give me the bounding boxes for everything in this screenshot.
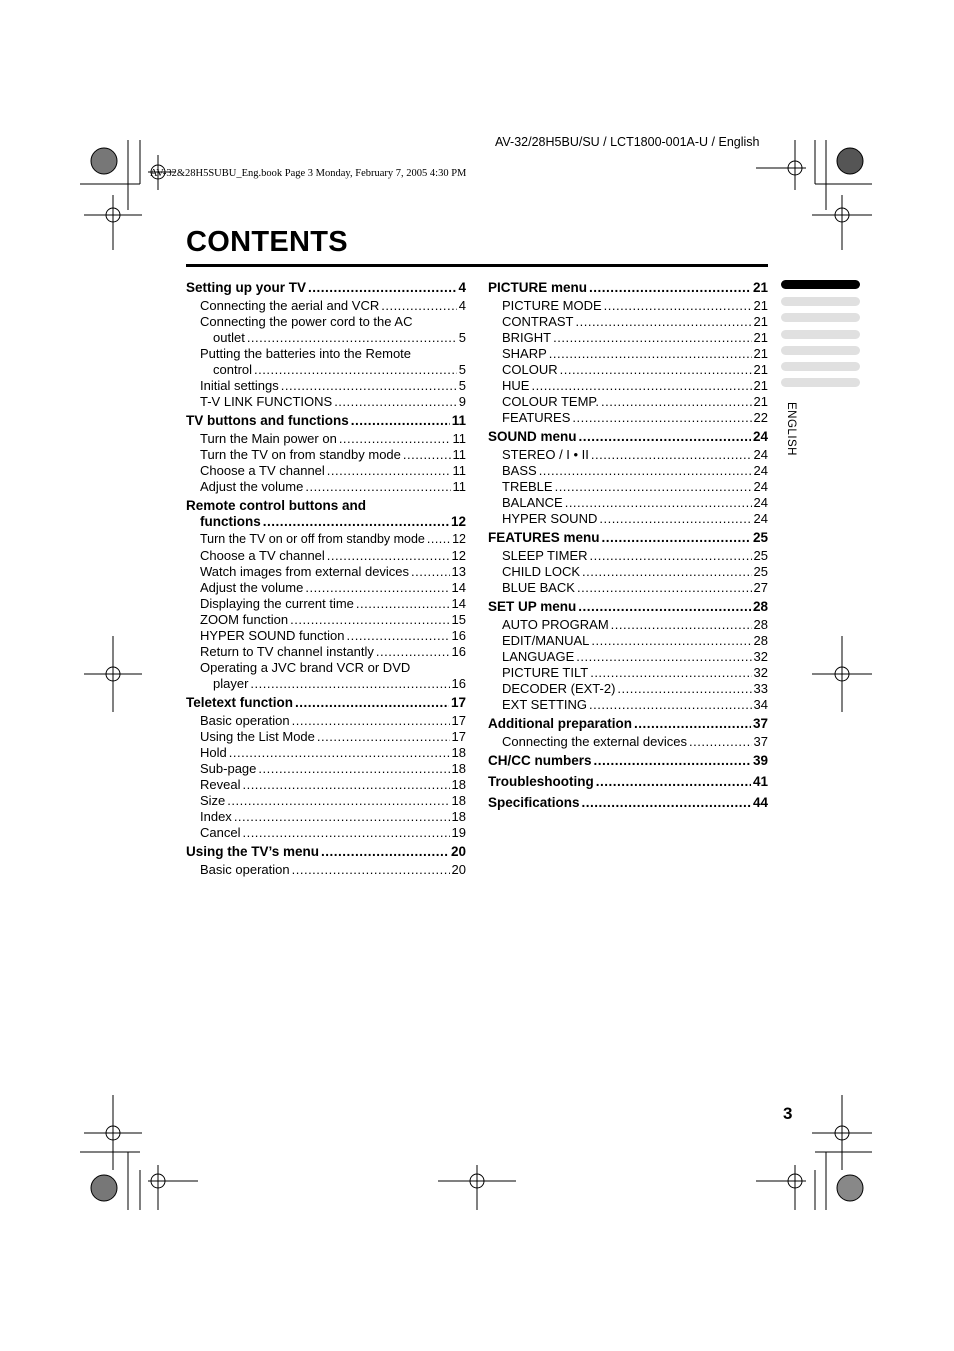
toc-left-column <box>186 278 466 881</box>
toc-section-sound <box>488 429 768 527</box>
toc-section-chcc <box>488 753 768 771</box>
toc-entry[interactable]: EXT SETTING ..... 34 <box>488 697 768 713</box>
toc-entry[interactable]: Watch images from external devices ..... 13 <box>186 564 466 580</box>
toc-heading[interactable]: SET UP menu ..... 28 <box>488 599 768 617</box>
toc-entry[interactable]: Displaying the current time ..... 14 <box>186 596 466 612</box>
toc-section-teletext <box>186 695 466 841</box>
toc-entry[interactable]: PICTURE MODE ..... 21 <box>488 298 768 314</box>
toc-entry-line1[interactable]: Operating a JVC brand VCR or DVD <box>200 660 411 675</box>
toc-heading[interactable]: Troubleshooting ..... 41 <box>488 774 768 792</box>
toc-entry[interactable]: Basic operation ..... 20 <box>186 862 466 878</box>
toc-section-additional <box>488 716 768 750</box>
document-code: AV-32/28H5BU/SU / LCT1800-001A-U / English <box>495 135 760 149</box>
toc-entry-line1[interactable]: Connecting the power cord to the AC <box>200 314 413 329</box>
toc-section-picture <box>488 280 768 426</box>
toc-entry[interactable]: AUTO PROGRAM ..... 28 <box>488 617 768 633</box>
toc-entry[interactable]: Return to TV channel instantly ..... 16 <box>186 644 466 660</box>
toc-entry[interactable]: Choose a TV channel ..... 11 <box>186 463 466 479</box>
toc-entry[interactable]: Adjust the volume ..... 11 <box>186 479 466 495</box>
section-tab <box>781 313 860 322</box>
toc-entry[interactable]: COLOUR TEMP. ..... 21 <box>488 394 768 410</box>
toc-entry[interactable]: Cancel ..... 19 <box>186 825 466 841</box>
toc-heading[interactable]: TV buttons and functions ..... 11 <box>186 413 466 431</box>
toc-section-troubleshooting <box>488 774 768 792</box>
toc-section-menu <box>186 844 466 878</box>
toc-entry[interactable]: HUE ..... 21 <box>488 378 768 394</box>
section-tab <box>781 362 860 371</box>
toc-entry[interactable]: CHILD LOCK ..... 25 <box>488 564 768 580</box>
toc-entry[interactable]: BALANCE ..... 24 <box>488 495 768 511</box>
toc-entry[interactable]: EDIT/MANUAL ..... 28 <box>488 633 768 649</box>
section-tab <box>781 330 860 339</box>
toc-entry[interactable]: PICTURE TILT ..... 32 <box>488 665 768 681</box>
toc-heading[interactable]: Teletext function ..... 17 <box>186 695 466 713</box>
toc-entry[interactable]: Using the List Mode ..... 17 <box>186 729 466 745</box>
section-tab <box>781 378 860 387</box>
page-number: 3 <box>783 1104 793 1123</box>
toc-entry[interactable]: COLOUR ..... 21 <box>488 362 768 378</box>
section-tab <box>781 346 860 355</box>
toc-entry[interactable]: TREBLE ..... 24 <box>488 479 768 495</box>
toc-entry[interactable]: Adjust the volume ..... 14 <box>186 580 466 596</box>
toc-entry[interactable]: Connecting the external devices ..... 37 <box>488 734 768 750</box>
toc-heading[interactable]: CH/CC numbers ..... 39 <box>488 753 768 771</box>
toc-heading[interactable]: Specifications ..... 44 <box>488 795 768 813</box>
section-tab <box>781 297 860 306</box>
toc-entry[interactable]: Turn the TV on from standby mode ..... 11 <box>186 447 466 463</box>
page-title: CONTENTS <box>186 226 348 258</box>
toc-entry[interactable]: CONTRAST ..... 21 <box>488 314 768 330</box>
toc-right-column <box>488 278 768 816</box>
toc-entry[interactable]: BRIGHT ..... 21 <box>488 330 768 346</box>
toc-entry[interactable]: STEREO / I • II ..... 24 <box>488 447 768 463</box>
toc-entry[interactable]: Choose a TV channel ..... 12 <box>186 548 466 564</box>
toc-entry[interactable]: BLUE BACK ..... 27 <box>488 580 768 596</box>
toc-entry[interactable]: T-V LINK FUNCTIONS ..... 9 <box>186 394 466 410</box>
toc-entry[interactable]: DECODER (EXT-2) ..... 33 <box>488 681 768 697</box>
toc-heading[interactable]: Setting up your TV ..... 4 <box>186 280 466 298</box>
title-rule <box>186 264 768 267</box>
toc-entry[interactable]: FEATURES ..... 22 <box>488 410 768 426</box>
toc-section-specifications <box>488 795 768 813</box>
toc-entry[interactable]: Sub-page ..... 18 <box>186 761 466 777</box>
toc-entry[interactable]: Index ..... 18 <box>186 809 466 825</box>
toc-entry[interactable]: BASS ..... 24 <box>488 463 768 479</box>
toc-heading[interactable]: Using the TV’s menu ..... 20 <box>186 844 466 862</box>
toc-entry[interactable]: HYPER SOUND function ..... 16 <box>186 628 466 644</box>
toc-heading[interactable]: FEATURES menu ..... 25 <box>488 530 768 548</box>
toc-heading[interactable]: Additional preparation ..... 37 <box>488 716 768 734</box>
toc-entry-line2[interactable]: player ..... 16 <box>186 676 466 692</box>
toc-section-setup-menu <box>488 599 768 713</box>
toc-section-features <box>488 530 768 596</box>
toc-entry[interactable]: Turn the Main power on ..... 11 <box>186 431 466 447</box>
book-print-line: AV-32&28H5SUBU_Eng.book Page 3 Monday, February 7, 2005 4:30 PM <box>150 168 467 179</box>
toc-section-remote <box>186 498 466 692</box>
toc-entry[interactable]: Initial settings ..... 5 <box>186 378 466 394</box>
toc-entry[interactable]: HYPER SOUND ..... 24 <box>488 511 768 527</box>
toc-entry[interactable]: LANGUAGE ..... 32 <box>488 649 768 665</box>
toc-entry-line1[interactable]: Putting the batteries into the Remote <box>200 346 412 361</box>
toc-entry[interactable]: Size ..... 18 <box>186 793 466 809</box>
toc-section-setup <box>186 280 466 410</box>
toc-entry[interactable]: ZOOM function ..... 15 <box>186 612 466 628</box>
language-side-label: ENGLISH <box>785 402 797 456</box>
toc-entry[interactable]: Turn the TV on or off from standby mode ..... 12 <box>186 532 466 548</box>
toc-entry[interactable]: Hold ..... 18 <box>186 745 466 761</box>
toc-entry[interactable]: Connecting the aerial and VCR ..... 4 <box>186 298 466 314</box>
toc-heading-line2[interactable]: functions ..... 12 <box>186 514 466 532</box>
toc-entry-line2[interactable]: control ..... 5 <box>186 362 466 378</box>
toc-section-tv-buttons <box>186 413 466 495</box>
toc-entry[interactable]: SHARP ..... 21 <box>488 346 768 362</box>
toc-heading[interactable]: PICTURE menu ..... 21 <box>488 280 768 298</box>
toc-heading[interactable]: SOUND menu ..... 24 <box>488 429 768 447</box>
toc-heading-line1[interactable]: Remote control buttons and <box>186 498 366 513</box>
toc-entry[interactable]: SLEEP TIMER ..... 25 <box>488 548 768 564</box>
section-tab-active <box>781 280 860 289</box>
toc-entry[interactable]: Basic operation ..... 17 <box>186 713 466 729</box>
toc-entry[interactable]: Reveal ..... 18 <box>186 777 466 793</box>
toc-entry-line2[interactable]: outlet ..... 5 <box>186 330 466 346</box>
